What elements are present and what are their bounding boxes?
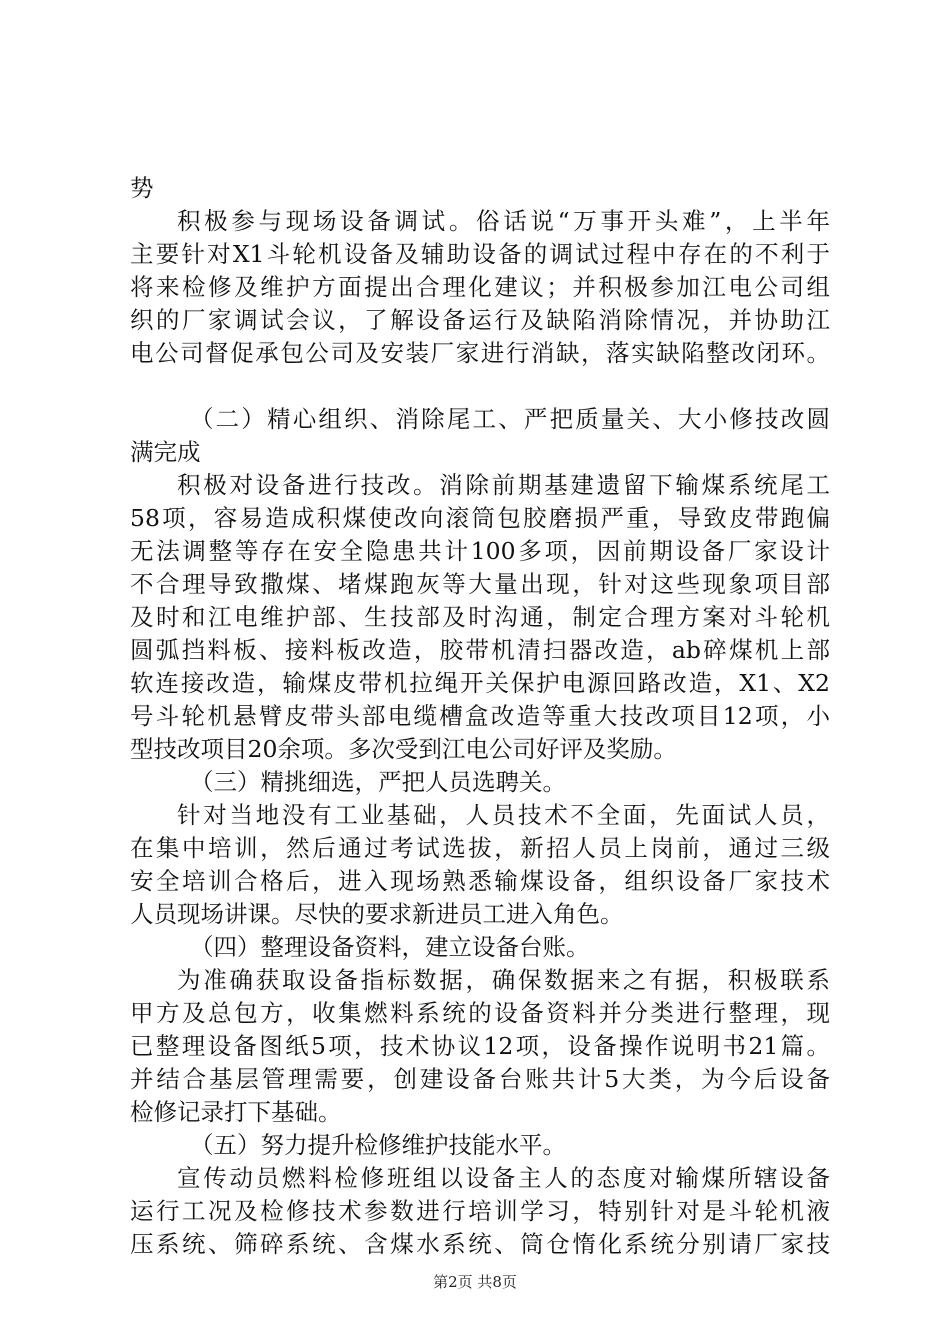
text-line: 58项，容易造成积煤使改向滚筒包胶磨损严重，导致皮带跑偏	[130, 504, 830, 532]
text-line: 积极参与现场设备调试。俗话说“万事开头难”，上半年	[177, 207, 830, 235]
text-line: 为准确获取设备指标数据，确保数据来之有据，积极联系	[177, 966, 830, 994]
text-line: 无法调整等存在安全隐患共计100多项，因前期设备厂家设计	[130, 537, 830, 565]
text-line: （三）精挑细选，严把人员选聘关。	[190, 768, 566, 796]
text-line: 针对当地没有工业基础，人员技术不全面，先面试人员，	[177, 801, 830, 829]
text-line: 运行工况及检修技术参数进行培训学习，特别针对是斗轮机液	[130, 1197, 830, 1225]
text-line: 人员现场讲课。尽快的要求新进员工进入角色。	[130, 900, 624, 928]
text-line: 积极对设备进行技改。消除前期基建遗留下输煤系统尾工	[177, 471, 830, 499]
text-line: 型技改项目20余项。多次受到江电公司好评及奖励。	[130, 735, 677, 763]
text-line: 将来检修及维护方面提出合理化建议；并积极参加江电公司组	[130, 273, 830, 301]
text-line: 安全培训合格后，进入现场熟悉输煤设备，组织设备厂家技术	[130, 867, 830, 895]
text-line: 已整理设备图纸5项，技术协议12项，设备操作说明书21篇。	[130, 1032, 830, 1060]
text-line: 检修记录打下基础。	[130, 1098, 342, 1126]
text-line: 主要针对X1斗轮机设备及辅助设备的调试过程中存在的不利于	[130, 240, 830, 268]
text-line: 宣传动员燃料检修班组以设备主人的态度对输煤所辖设备	[177, 1164, 830, 1192]
text-line: 号斗轮机悬臂皮带头部电缆槽盒改造等重大技改项目12项，小	[130, 702, 830, 730]
text-line: 软连接改造，输煤皮带机拉绳开关保护电源回路改造，X1、X2	[130, 669, 830, 697]
text-line: 势	[130, 174, 154, 202]
text-line: 在集中培训，然后通过考试选拔，新招人员上岗前，通过三级	[130, 834, 830, 862]
text-line: （五）努力提升检修维护技能水平。	[190, 1131, 566, 1159]
text-line: 圆弧挡料板、接料板改造，胶带机清扫器改造，ab碎煤机上部	[130, 636, 830, 664]
text-line: 及时和江电维护部、生技部及时沟通，制定合理方案对斗轮机	[130, 603, 830, 631]
document-body	[130, 172, 830, 1261]
text-line: 满完成	[130, 438, 201, 466]
page-footer: 第2页 共8页	[433, 1273, 517, 1291]
text-line: 压系统、筛碎系统、含煤水系统、筒仓惰化系统分别请厂家技	[130, 1230, 830, 1258]
text-line: 织的厂家调试会议，了解设备运行及缺陷消除情况，并协助江	[130, 306, 830, 334]
text-line: 甲方及总包方，收集燃料系统的设备资料并分类进行整理，现	[130, 999, 830, 1027]
text-line: 电公司督促承包公司及安装厂家进行消缺，落实缺陷整改闭环。	[130, 339, 830, 367]
text-line: （二）精心组织、消除尾工、严把质量关、大小修技改圆	[190, 405, 830, 433]
text-line: 不合理导致撒煤、堵煤跑灰等大量出现，针对这些现象项目部	[130, 570, 830, 598]
text-line: 并结合基层管理需要，创建设备台账共计5大类，为今后设备	[130, 1065, 830, 1093]
text-line: （四）整理设备资料，建立设备台账。	[190, 933, 590, 961]
